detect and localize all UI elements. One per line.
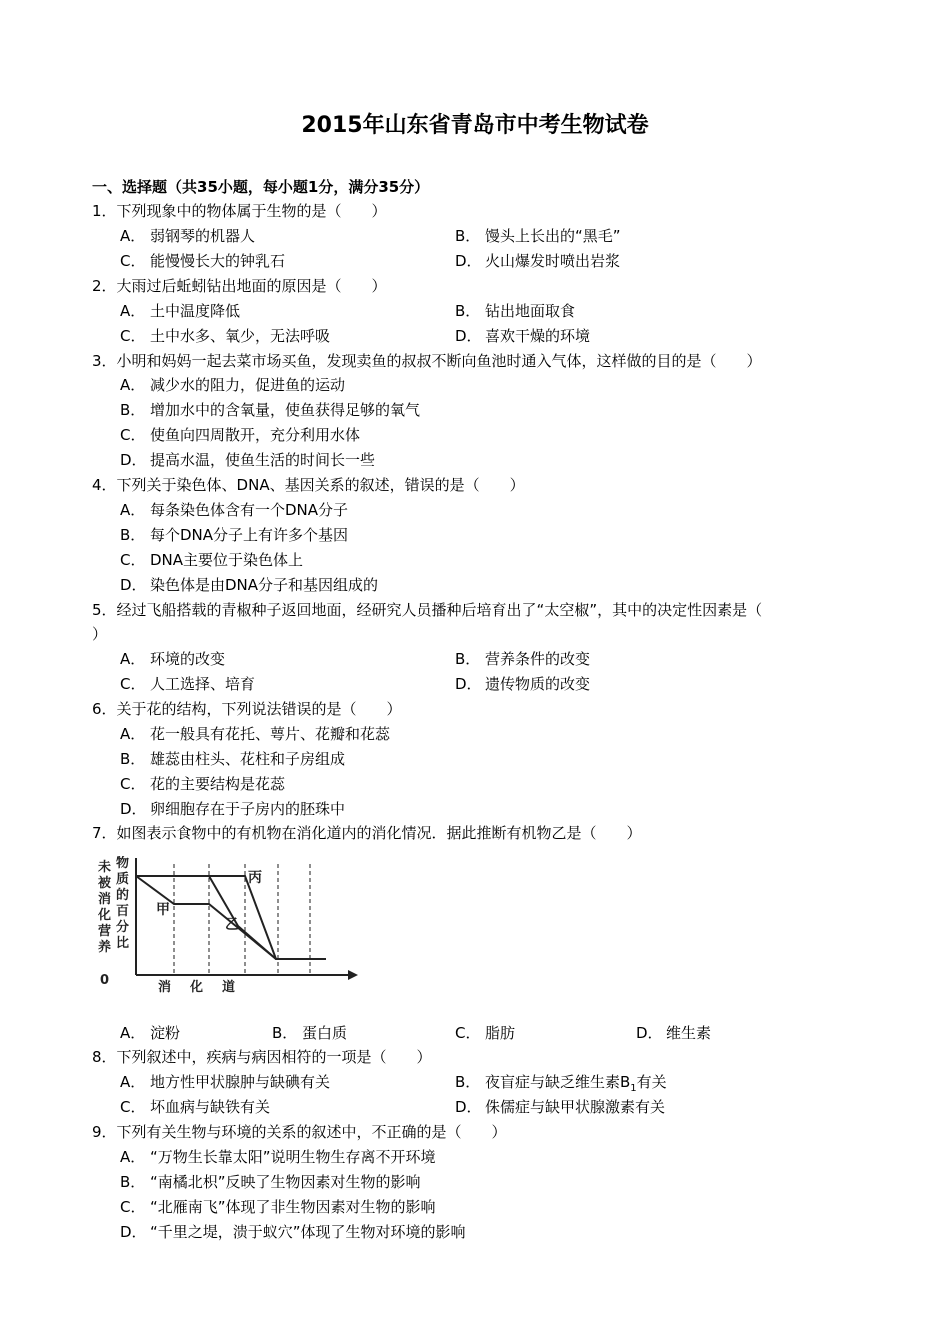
ylabel-1-char: 消 bbox=[98, 892, 112, 907]
section-heading: 一、选择题（共35小题，每小题1分，满分35分） bbox=[92, 178, 430, 196]
q4-option-a: A． 每条染色体含有一个DNA分子 bbox=[120, 501, 349, 519]
ylabel-2-char: 百 bbox=[116, 904, 130, 919]
curve-yi bbox=[209, 876, 276, 959]
origin-label: 0 bbox=[100, 973, 110, 988]
q8-option-b: B． 夜盲症与缺乏维生素$B_1$有关 bbox=[455, 1073, 667, 1094]
ylabel-2-char: 分 bbox=[116, 920, 130, 935]
q9-option-d: D． “千里之堤，溃于蚁穴”体现了生物对环境的影响 bbox=[120, 1223, 466, 1241]
curve-jia-label: 甲 bbox=[156, 902, 170, 918]
q7-option-c: C． 脂肪 bbox=[455, 1024, 516, 1042]
q8-option-c: C． 坏血病与缺铁有关 bbox=[120, 1098, 271, 1116]
q8-option-a: A． 地方性甲状腺肿与缺碘有关 bbox=[120, 1073, 331, 1091]
q5-option-c: C． 人工选择、培育 bbox=[120, 675, 256, 693]
digestion-figure bbox=[98, 856, 360, 996]
q3-option-a: A． 减少水的阻力，促进鱼的运动 bbox=[120, 376, 346, 394]
q6-option-a: A． 花一般具有花托、萼片、花瓣和花蕊 bbox=[120, 725, 391, 743]
xlabel-char: 消 bbox=[158, 980, 172, 995]
page-title: 2015年山东省青岛市中考生物试卷 bbox=[301, 113, 649, 138]
ylabel-1-char: 被 bbox=[98, 876, 112, 891]
q6-option-b: B． 雄蕊由柱头、花柱和子房组成 bbox=[120, 750, 346, 768]
question-4-stem: 4．下列关于染色体、DNA、基因关系的叙述，错误的是（ ） bbox=[92, 476, 525, 494]
q9-option-c: C． “北雁南飞”体现了非生物因素对生物的影响 bbox=[120, 1198, 436, 1216]
q5-option-b: B． 营养条件的改变 bbox=[455, 650, 591, 668]
q4-option-b: B． 每个DNA分子上有许多个基因 bbox=[120, 526, 349, 544]
q4-option-d: D． 染色体是由DNA分子和基因组成的 bbox=[120, 576, 379, 594]
q3-option-d: D． 提高水温，使鱼生活的时间长一些 bbox=[120, 451, 376, 469]
curve-bing-label: 丙 bbox=[248, 870, 262, 886]
q4-option-c: C． DNA主要位于染色体上 bbox=[120, 551, 304, 569]
question-2-stem: 2．大雨过后蚯蚓钻出地面的原因是（ ） bbox=[92, 277, 387, 295]
question-8-stem: 8．下列叙述中，疾病与病因相符的一项是（ ） bbox=[92, 1048, 432, 1066]
question-7-stem: 7．如图表示食物中的有机物在消化道内的消化情况．据此推断有机物乙是（ ） bbox=[92, 824, 642, 842]
question-5-stem: 5．经过飞船搭载的青椒种子返回地面，经研究人员播种后培育出了“太空椒”，其中的决定性因素是（ bbox=[92, 601, 763, 619]
q5-option-d: D． 遗传物质的改变 bbox=[455, 675, 591, 693]
q9-option-b: B． “南橘北枳”反映了生物因素对生物的影响 bbox=[120, 1173, 421, 1191]
q8-option-d: D． 侏儒症与缺甲状腺激素有关 bbox=[455, 1098, 666, 1116]
ylabel-2-char: 质 bbox=[116, 872, 130, 887]
q2-option-c: C． 土中水多、氧少，无法呼吸 bbox=[120, 327, 331, 345]
q2-option-b: B． 钻出地面取食 bbox=[455, 302, 576, 320]
q7-option-b: B． 蛋白质 bbox=[272, 1024, 348, 1042]
ylabel-1-char: 未 bbox=[98, 860, 112, 875]
q2-option-d: D． 喜欢干燥的环境 bbox=[455, 327, 591, 345]
curve-yi-label: 乙 bbox=[225, 917, 239, 933]
ylabel-2-char: 比 bbox=[116, 936, 130, 951]
q3-option-c: C． 使鱼向四周散开，充分利用水体 bbox=[120, 426, 361, 444]
question-5-stem-continued: ） bbox=[92, 625, 108, 643]
q1-option-c: C． 能慢慢长大的钟乳石 bbox=[120, 252, 286, 270]
xlabel-char: 化 bbox=[190, 980, 204, 995]
ylabel-1-char: 营 bbox=[98, 924, 112, 939]
q6-option-d: D． 卵细胞存在于子房内的胚珠中 bbox=[120, 800, 346, 818]
q7-option-a: A． 淀粉 bbox=[120, 1024, 181, 1042]
q6-option-c: C． 花的主要结构是花蕊 bbox=[120, 775, 286, 793]
question-6-stem: 6．关于花的结构，下列说法错误的是（ ） bbox=[92, 700, 402, 718]
x-axis-arrow bbox=[348, 970, 358, 980]
ylabel-2-char: 的 bbox=[116, 888, 130, 903]
q7-option-d: D． 维生素 bbox=[636, 1024, 712, 1042]
q3-option-b: B． 增加水中的含氧量，使鱼获得足够的氧气 bbox=[120, 401, 421, 419]
ylabel-2-char: 物 bbox=[116, 856, 130, 871]
q5-option-a: A． 环境的改变 bbox=[120, 650, 226, 668]
q1-option-b: B． 馒头上长出的“黑毛” bbox=[455, 227, 621, 245]
q9-option-a: A． “万物生长靠太阳”说明生物生存离不开环境 bbox=[120, 1148, 436, 1166]
question-1-stem: 1．下列现象中的物体属于生物的是（ ） bbox=[92, 202, 387, 220]
q1-option-a: A． 弱钢琴的机器人 bbox=[120, 227, 256, 245]
ylabel-1-char: 养 bbox=[98, 940, 112, 955]
xlabel-char: 道 bbox=[222, 980, 236, 995]
question-9-stem: 9．下列有关生物与环境的关系的叙述中，不正确的是（ ） bbox=[92, 1123, 507, 1141]
question-3-stem: 3．小明和妈妈一起去菜市场买鱼，发现卖鱼的叔叔不断向鱼池时通入气体，这样做的目的是（ ） bbox=[92, 352, 762, 370]
q1-option-d: D． 火山爆发时喷出岩浆 bbox=[455, 252, 621, 270]
ylabel-1-char: 化 bbox=[98, 908, 112, 923]
q2-option-a: A． 土中温度降低 bbox=[120, 302, 241, 320]
